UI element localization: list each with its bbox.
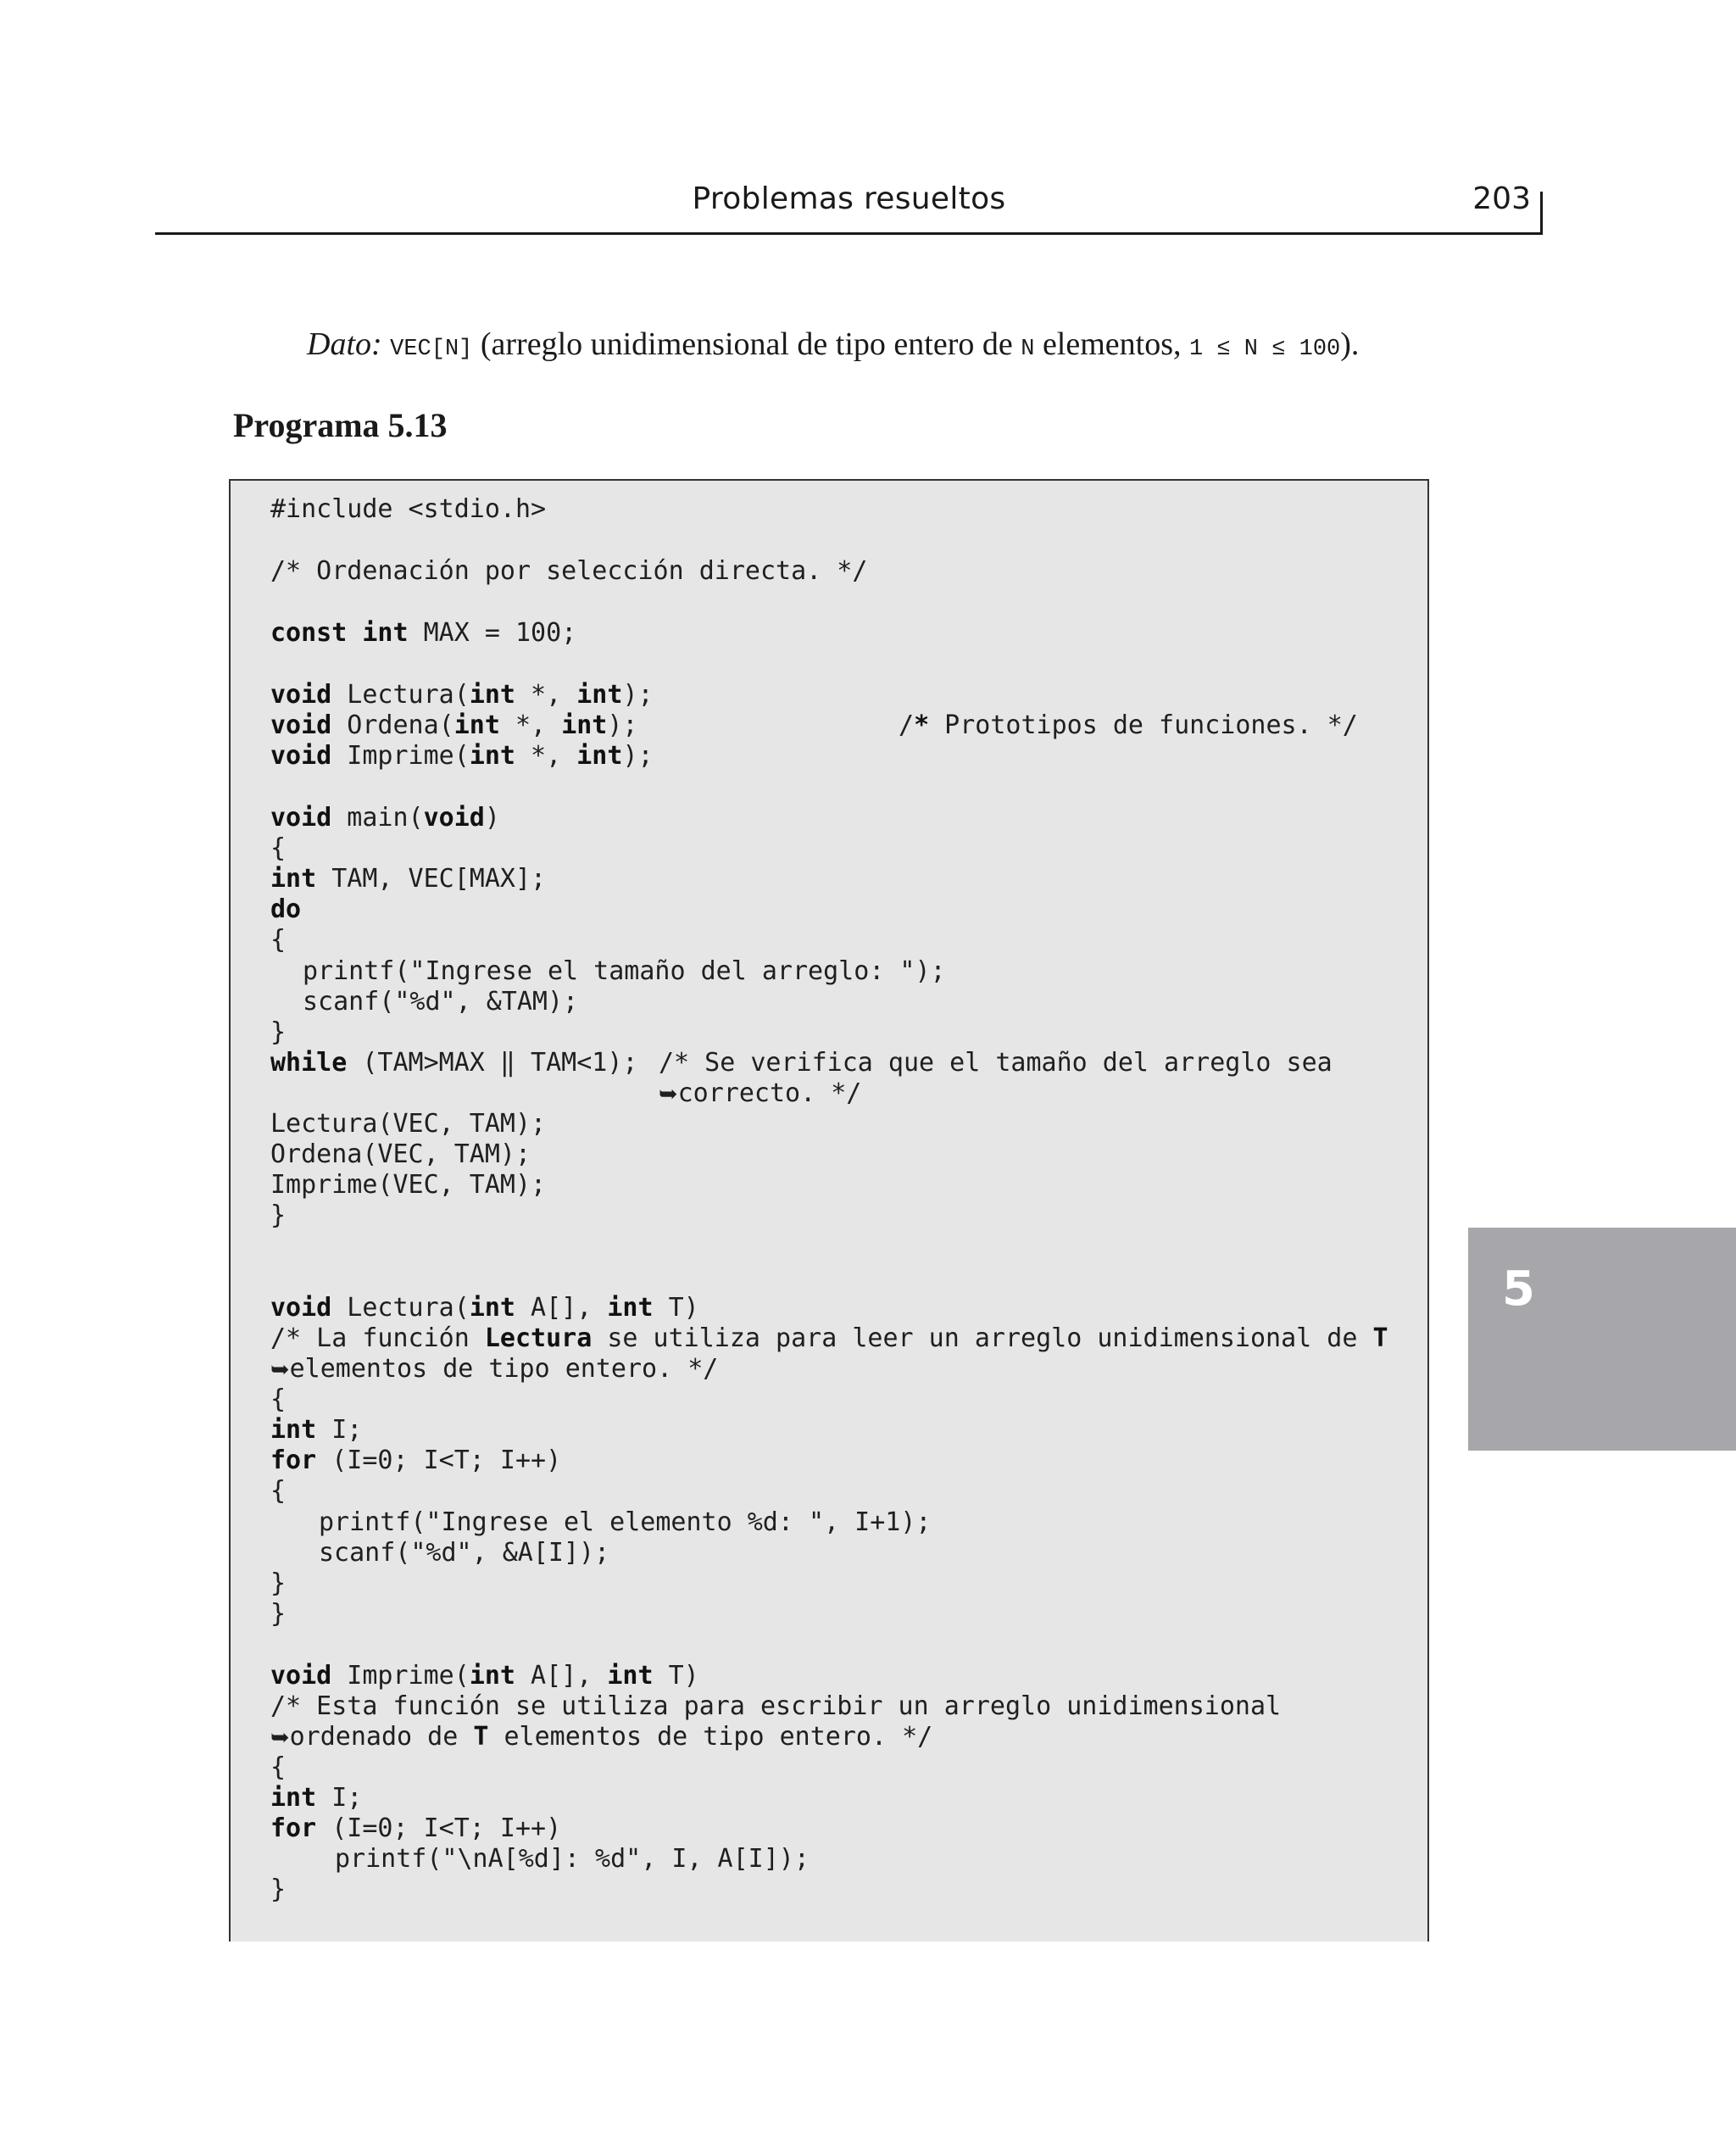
code-line: const int MAX = 100; xyxy=(270,618,577,648)
code-line: { xyxy=(270,1752,287,1782)
code-line: ➥elementos de tipo entero. */ xyxy=(270,1354,719,1384)
code-line: printf("Ingrese el elemento %d: ", I+1); xyxy=(319,1507,932,1537)
dato-n: N xyxy=(1021,337,1035,362)
code-line: { xyxy=(270,1384,287,1414)
code-line: scanf("%d", &TAM); xyxy=(303,987,579,1017)
code-line: void main(void) xyxy=(270,803,500,833)
code-comment-continued: ➥correcto. */ xyxy=(659,1078,862,1108)
code-line: ➥ordenado de T elementos de tipo entero. */ xyxy=(270,1722,933,1752)
code-line: /* Ordenación por selección directa. */ xyxy=(270,556,868,586)
dato-var: VEC[N] xyxy=(390,337,473,362)
dato-label: Dato: xyxy=(307,326,382,362)
code-line: int TAM, VEC[MAX]; xyxy=(270,864,547,894)
code-comment: /* Se verifica que el tamaño del arreglo sea xyxy=(659,1048,1333,1078)
continuation-arrow-icon: ➥ xyxy=(659,1081,678,1107)
dato-text-2: elementos, xyxy=(1034,326,1189,362)
code-line: void Imprime(int *, int); xyxy=(270,741,654,771)
code-line: printf("Ingrese el tamaño del arreglo: "); xyxy=(303,956,946,986)
code-line: { xyxy=(270,833,287,863)
chapter-tab xyxy=(1468,1228,1736,1451)
dato-text-1: (arreglo unidimensional de tipo entero de xyxy=(472,326,1021,362)
code-line: while (TAM>MAX ‖ TAM<1); xyxy=(270,1048,638,1078)
code-line: void Lectura(int *, int); xyxy=(270,680,654,710)
code-line: int I; xyxy=(270,1415,363,1445)
code-line: for (I=0; I<T; I++) xyxy=(270,1446,562,1475)
code-line: void Ordena(int *, int); xyxy=(270,710,638,740)
continuation-arrow-icon: ➥ xyxy=(270,1724,290,1751)
code-line: } xyxy=(270,1201,287,1230)
code-line: int I; xyxy=(270,1783,363,1813)
page-number: 203 xyxy=(1472,181,1531,216)
code-line: } xyxy=(270,1017,287,1047)
dato-text-3: ). xyxy=(1340,326,1360,362)
code-line: } xyxy=(270,1875,287,1904)
code-line: void Lectura(int A[], int T) xyxy=(270,1293,699,1323)
code-line: } xyxy=(270,1599,287,1629)
code-line: { xyxy=(270,1476,287,1506)
code-line: Ordena(VEC, TAM); xyxy=(270,1139,531,1169)
dato-range: 1 ≤ N ≤ 100 xyxy=(1189,337,1341,362)
code-line: /* La función Lectura se utiliza para leer un arreglo unidimensional de T xyxy=(270,1323,1388,1353)
code-line: scanf("%d", &A[I]); xyxy=(319,1538,610,1568)
program-title: Programa 5.13 xyxy=(233,406,448,444)
header-divider-tick xyxy=(1540,192,1543,234)
header-title: Problemas resueltos xyxy=(692,181,1006,216)
prototype-comment: /* Prototipos de funciones. */ xyxy=(899,710,1358,740)
code-line: } xyxy=(270,1568,287,1598)
code-line: for (I=0; I<T; I++) xyxy=(270,1813,562,1843)
running-header xyxy=(155,176,1543,235)
code-line: #include <stdio.h> xyxy=(270,494,547,524)
chapter-number: 5 xyxy=(1502,1262,1535,1317)
code-line: void Imprime(int A[], int T) xyxy=(270,1661,699,1691)
code-line: /* Esta función se utiliza para escribir un arreglo unidimensional xyxy=(270,1691,1282,1721)
code-listing xyxy=(229,479,1429,1942)
code-line: printf("\nA[%d]: %d", I, A[I]); xyxy=(335,1844,810,1874)
continuation-arrow-icon: ➥ xyxy=(270,1357,290,1383)
code-line: { xyxy=(270,925,287,955)
code-line: do xyxy=(270,894,302,924)
dato-description xyxy=(307,326,1494,363)
code-line: Imprime(VEC, TAM); xyxy=(270,1170,547,1200)
code-line: Lectura(VEC, TAM); xyxy=(270,1109,547,1139)
